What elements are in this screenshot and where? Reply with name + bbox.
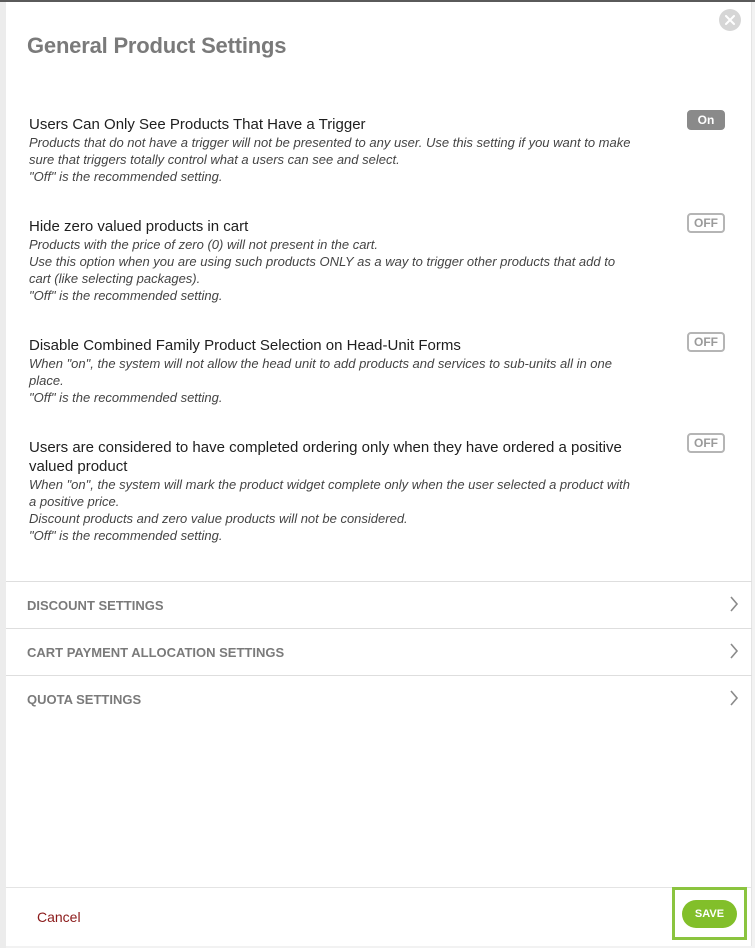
section-quota-settings[interactable] — [6, 675, 752, 722]
toggle-disable-combined-family[interactable]: OFF — [687, 332, 725, 352]
toggle-positive-valued-ordering[interactable]: OFF — [687, 433, 725, 453]
close-button[interactable] — [719, 9, 741, 31]
section-label: DISCOUNT SETTINGS — [27, 598, 164, 613]
section-label: QUOTA SETTINGS — [27, 692, 142, 707]
setting-title: Hide zero valued products in cart — [29, 218, 249, 235]
setting-title: Disable Combined Family Product Selection on Head-Unit Forms — [29, 337, 461, 354]
chevron-right-icon — [729, 643, 739, 659]
section-discount-settings[interactable] — [6, 581, 752, 628]
section-cart-payment-allocation[interactable] — [6, 628, 752, 675]
setting-hide-zero-valued — [29, 217, 729, 304]
setting-description: When "on", the system will not allow the head unit to add products and services to sub-units all in one place. "Off" is the recommended setting. — [29, 356, 612, 405]
setting-disable-combined-family — [29, 336, 729, 406]
footer-divider — [6, 887, 752, 888]
setting-description: Products with the price of zero (0) will not present in the cart. Use this option when you are using such products ONLY as a way to trigger other products that add to cart (like selecting packages). "Off" is the recommended setting. — [29, 237, 616, 303]
setting-title: Users Can Only See Products That Have a Trigger — [29, 116, 366, 133]
cancel-button[interactable]: Cancel — [37, 909, 81, 925]
save-button[interactable]: SAVE — [682, 900, 737, 928]
setting-title: Users are considered to have completed ordering only when they have ordered a positive valued product — [29, 439, 622, 475]
chevron-right-icon — [729, 596, 739, 612]
setting-description: Products that do not have a trigger will not be presented to any user. Use this setting if you want to make sure that triggers totally control what a users can see and select. "Off" is the recommended setting. — [29, 135, 631, 184]
setting-positive-valued-ordering — [29, 438, 729, 544]
section-label: CART PAYMENT ALLOCATION SETTINGS — [27, 645, 285, 660]
toggle-trigger-only[interactable]: On — [687, 110, 725, 130]
close-icon — [725, 15, 735, 25]
setting-trigger-only — [29, 115, 729, 185]
setting-description: When "on", the system will mark the product widget complete only when the user selected a product with a positive price. Discount products and zero value products will not be considered. "Off" is the recommended setting. — [29, 477, 631, 543]
modal-title: General Product Settings — [27, 33, 287, 58]
toggle-hide-zero-valued[interactable]: OFF — [687, 213, 725, 233]
settings-modal — [6, 2, 752, 946]
chevron-right-icon — [729, 690, 739, 706]
